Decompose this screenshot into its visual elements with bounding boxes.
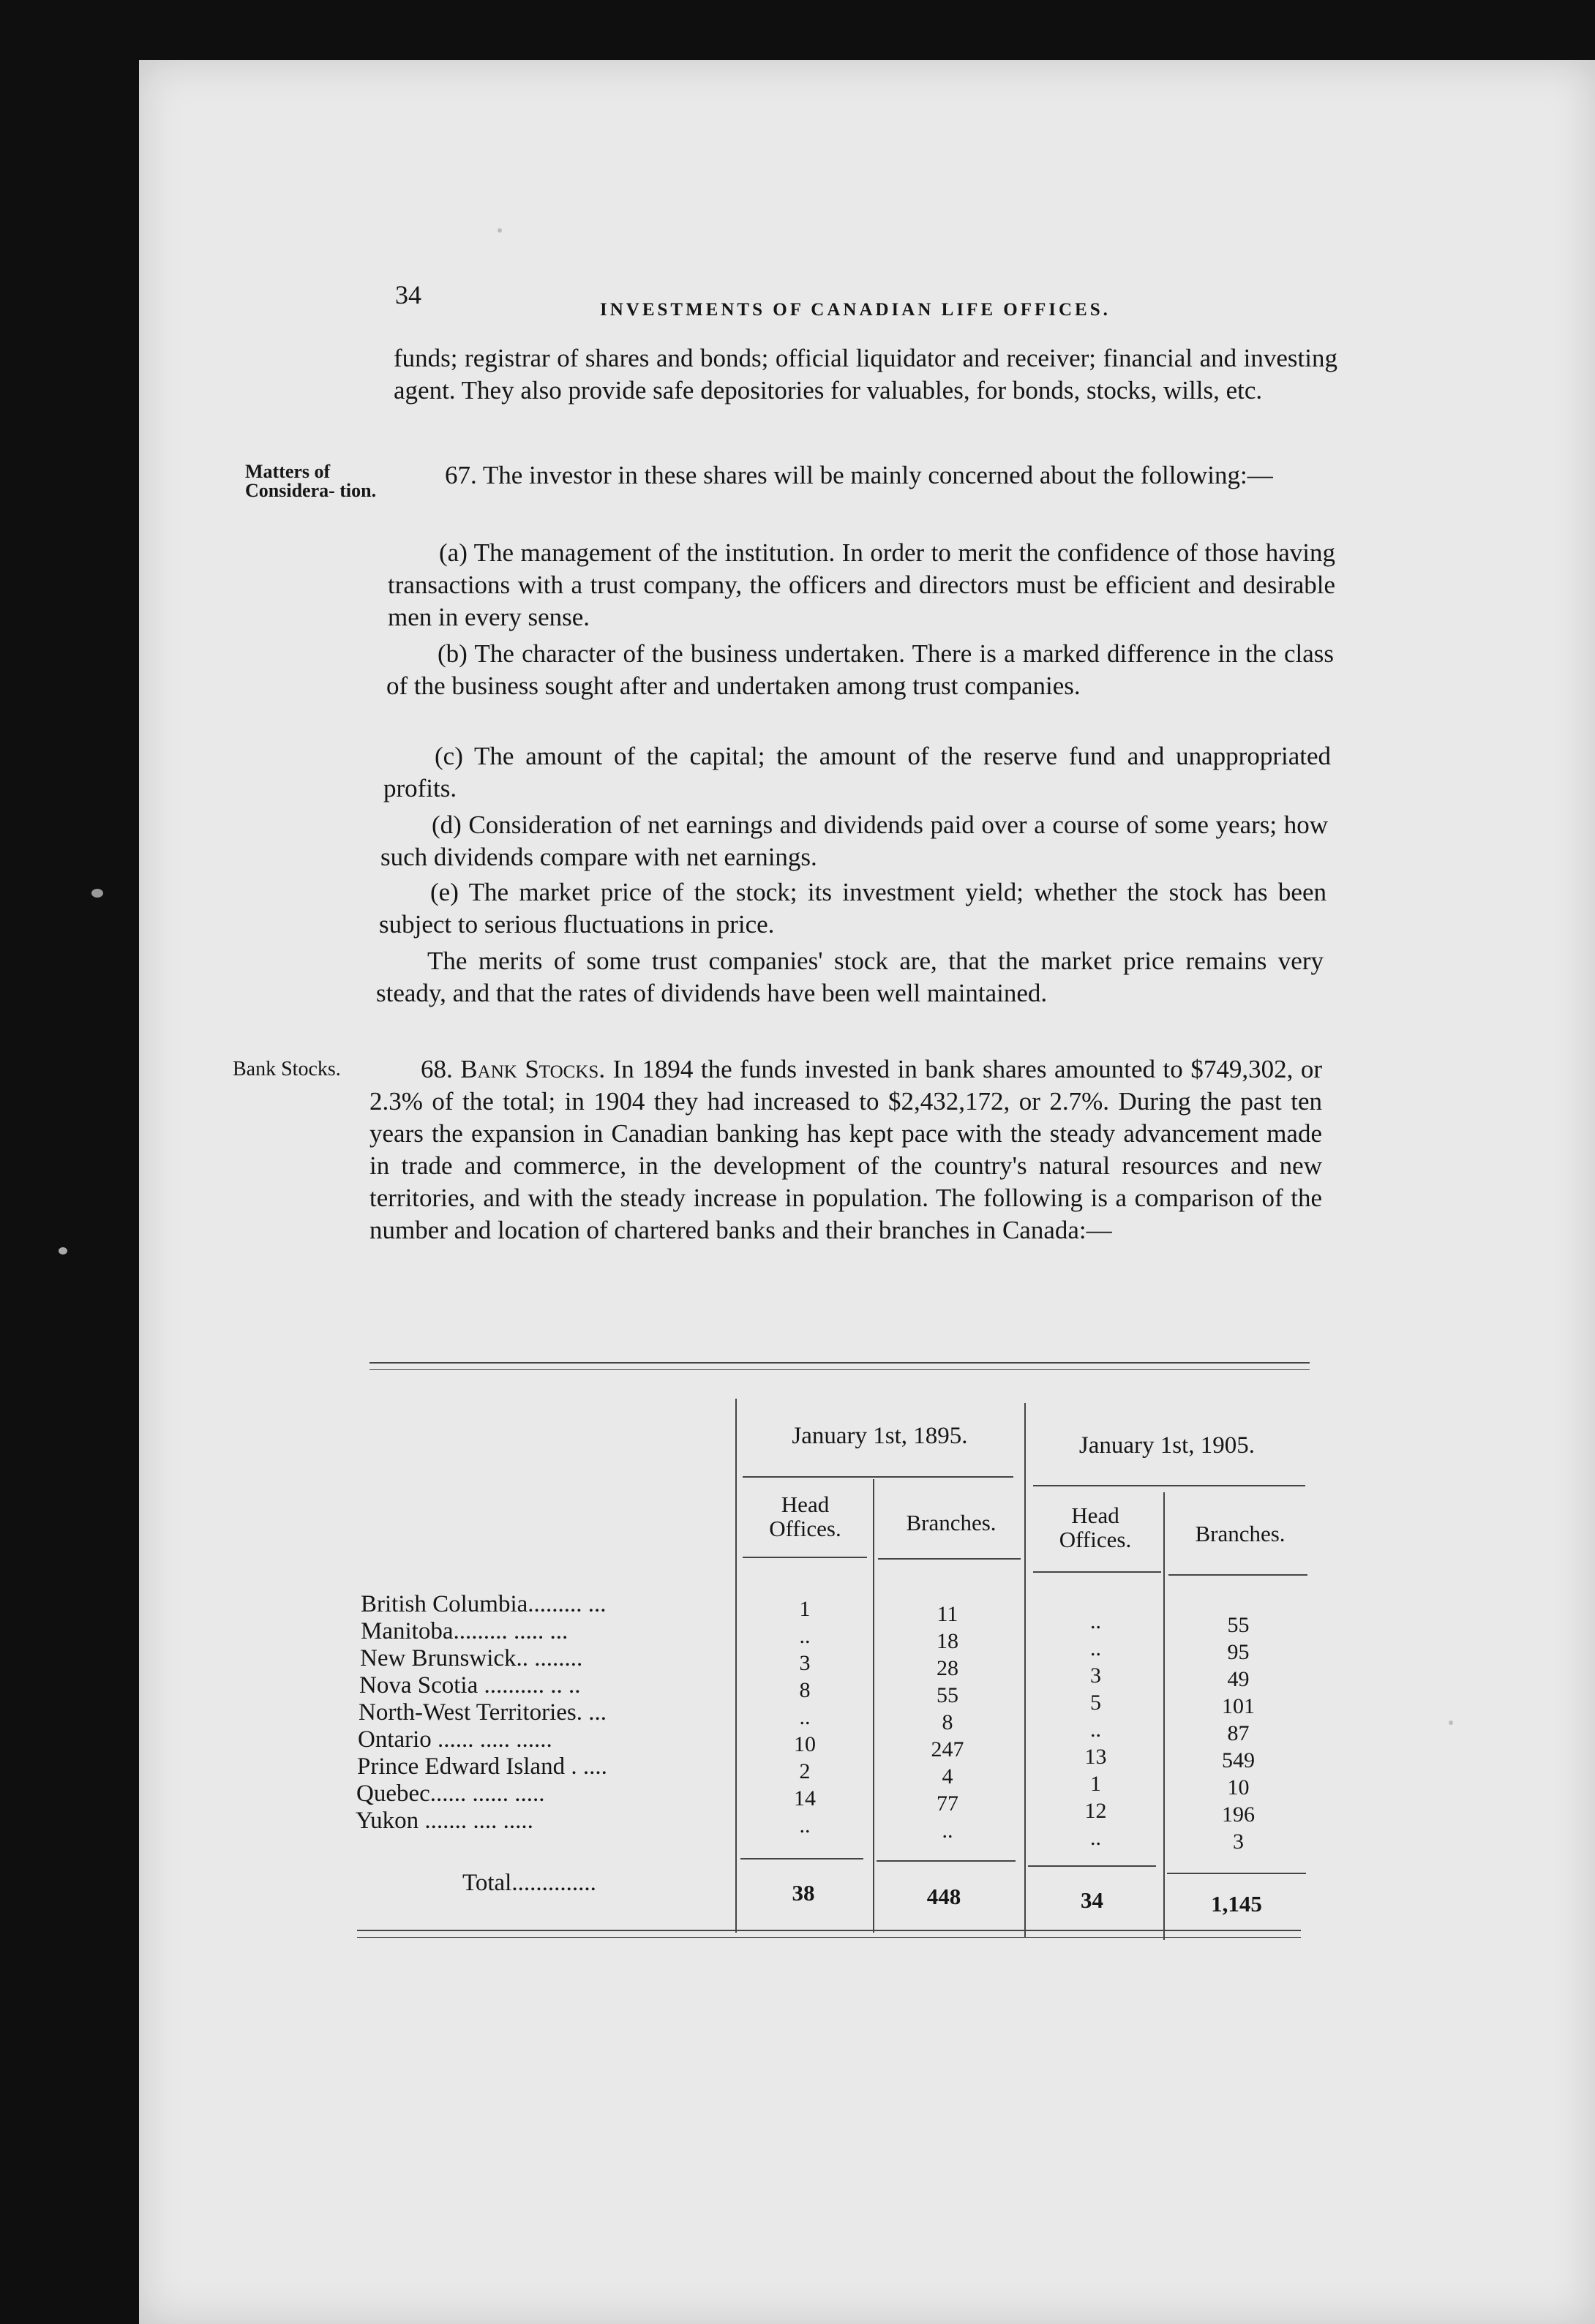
- table-divider: [735, 1399, 737, 1933]
- table-cell: 4: [942, 1764, 953, 1789]
- table-cell: 10: [1227, 1775, 1250, 1800]
- table-cell: 55: [1227, 1613, 1250, 1637]
- section-heading: Bank Stocks.: [460, 1055, 606, 1083]
- paragraph-e: [379, 876, 1326, 941]
- table-cell: 3: [799, 1651, 811, 1675]
- paragraph-c: [383, 740, 1331, 805]
- table-cell: ..: [1090, 1609, 1101, 1633]
- table-row-label: Quebec...... ...... .....: [356, 1780, 545, 1807]
- table-row-label: Yukon ....... .... .....: [356, 1808, 533, 1834]
- total-cell: 34: [1081, 1887, 1103, 1913]
- table-cell: 8: [799, 1678, 811, 1702]
- header-rule: [743, 1557, 867, 1558]
- total-cell: 448: [926, 1884, 961, 1909]
- table-cell: ..: [942, 1819, 953, 1843]
- table-cell: 5: [1090, 1691, 1101, 1715]
- table-cell: 10: [794, 1732, 816, 1756]
- group-rule: [1033, 1485, 1305, 1486]
- total-rule: [877, 1860, 1016, 1862]
- table-row-label: Ontario ...... ..... ......: [358, 1726, 552, 1753]
- column-group-1905: January 1st, 1905.: [1078, 1432, 1256, 1459]
- table-cell: 55: [937, 1683, 958, 1707]
- paragraph-text: (b) The character of the business undertaken. There is a marked difference in the class of the business sought after and undertaken among trust companies.: [386, 639, 1334, 700]
- table-cell: ..: [799, 1813, 811, 1838]
- paragraph-text: (a) The management of the institution. In order to merit the confidence of those having transactions with a trust company, the officers and directors must be efficient and desirable men in every sense.: [388, 538, 1335, 631]
- table-cell: 18: [937, 1629, 958, 1653]
- table-cell: ..: [1090, 1718, 1101, 1742]
- column-header: Head Offices.: [769, 1492, 841, 1541]
- total-cell: 38: [792, 1880, 815, 1906]
- total-rule: [1167, 1873, 1306, 1874]
- table-cell: ..: [799, 1624, 811, 1648]
- table-cell: 49: [1227, 1667, 1250, 1691]
- section-body: In 1894 the funds invested in bank shares amounted to $749,302, or 2.3% of the total; in 1904 they had increased to $2,432,172, or 2.7%. During the past ten years the expansion in Canadian banking has kept pace with the steady advancement made in trade and commerce, in the development of the country's natural resources and new territories, and with the steady increase in population. The following is a comparison of the number and location of chartered banks and their branches in Canada:—: [369, 1055, 1323, 1244]
- table-cell: 101: [1222, 1694, 1255, 1718]
- total-label: Total..............: [462, 1870, 596, 1896]
- speck: [91, 889, 103, 898]
- paragraph-intro: [394, 342, 1337, 407]
- table-cell: 1: [799, 1597, 811, 1621]
- table-row-label: Prince Edward Island . ....: [357, 1753, 607, 1780]
- total-rule: [740, 1858, 863, 1859]
- table-cell: 11: [937, 1602, 958, 1626]
- table-row-label: North-West Territories. ...: [359, 1699, 607, 1726]
- column-header: Branches.: [906, 1510, 997, 1535]
- speck: [59, 1247, 67, 1255]
- header-rule: [878, 1558, 1021, 1560]
- table-row-label: British Columbia......... ...: [361, 1591, 607, 1617]
- table-divider: [1024, 1403, 1026, 1937]
- paragraph-text: 67. The investor in these shares will be mainly concerned about the following:—: [445, 461, 1273, 489]
- table-cell: 247: [931, 1737, 964, 1761]
- table-top-rule-2: [369, 1369, 1310, 1370]
- paragraph-text: (d) Consideration of net earnings and dividends paid over a course of some years; how such dividends compare with net earnings.: [380, 811, 1328, 871]
- paragraph-text: (c) The amount of the capital; the amount of the reserve fund and unappropriated profits.: [383, 742, 1331, 802]
- section-number: 68.: [421, 1055, 453, 1083]
- total-cell: 1,145: [1211, 1891, 1262, 1917]
- table-cell: 3: [1090, 1663, 1101, 1688]
- table-cell: 12: [1084, 1799, 1107, 1823]
- paragraph-a: [388, 537, 1335, 633]
- table-row-label: Manitoba......... ..... ...: [361, 1618, 568, 1644]
- group-rule: [743, 1476, 1013, 1478]
- header-rule: [1168, 1574, 1307, 1576]
- margin-note-matters: Matters of Considera- tion.: [245, 461, 377, 501]
- page-number: 34: [395, 280, 421, 309]
- column-group-1895: January 1st, 1895.: [792, 1423, 968, 1449]
- margin-note-bank: Bank Stocks.: [233, 1058, 341, 1080]
- table-cell: 13: [1084, 1745, 1107, 1769]
- table-cell: 8: [942, 1710, 953, 1734]
- paragraph-b: [386, 638, 1334, 702]
- table-cell: ..: [799, 1705, 811, 1729]
- table-cell: ..: [1090, 1636, 1101, 1661]
- table-divider: [873, 1479, 874, 1933]
- table-cell: 1: [1090, 1772, 1101, 1796]
- table-cell: 95: [1227, 1640, 1250, 1664]
- column-header: Branches.: [1195, 1521, 1286, 1546]
- table-divider: [1163, 1492, 1165, 1940]
- table-cell: 77: [937, 1791, 958, 1816]
- table-cell: 87: [1227, 1721, 1250, 1745]
- header-rule: [1033, 1571, 1161, 1573]
- paragraph-text: [369, 1053, 1322, 1246]
- paragraph-d: [380, 809, 1328, 873]
- paragraph-text: funds; registrar of shares and bonds; official liquidator and receiver; financial and investing agent. They also provide safe depositories for valuables, for bonds, stocks, wills, etc.: [394, 344, 1337, 405]
- paragraph-67: [394, 459, 1337, 492]
- speck: [498, 228, 502, 233]
- table-bottom-rule-2: [357, 1937, 1301, 1938]
- running-head: INVESTMENTS OF CANADIAN LIFE OFFICES.: [600, 300, 1111, 320]
- table-bottom-rule: [357, 1930, 1301, 1931]
- paragraph-text: (e) The market price of the stock; its investment yield; whether the stock has been subject to serious fluctuations in price.: [379, 878, 1326, 939]
- table-cell: 2: [799, 1759, 811, 1783]
- table-row-label: New Brunswick.. ........: [360, 1645, 583, 1671]
- speck: [1449, 1721, 1453, 1725]
- table-cell: 14: [794, 1786, 816, 1810]
- table-cell: 3: [1233, 1830, 1244, 1854]
- table-cell: 28: [937, 1656, 958, 1680]
- table-cell: ..: [1090, 1826, 1101, 1850]
- column-header: Head Offices.: [1059, 1503, 1132, 1552]
- paragraph-68: [369, 1053, 1322, 1246]
- table-cell: 549: [1222, 1748, 1255, 1772]
- paragraph-merits: [376, 945, 1324, 1009]
- total-rule: [1028, 1865, 1156, 1867]
- table-cell: 196: [1222, 1802, 1255, 1827]
- paragraph-text: The merits of some trust companies' stock are, that the market price remains very steady, and that the rates of dividends have been well maintained.: [376, 947, 1324, 1007]
- table-row-label: Nova Scotia .......... .. ..: [359, 1672, 581, 1699]
- table-top-rule: [369, 1362, 1310, 1364]
